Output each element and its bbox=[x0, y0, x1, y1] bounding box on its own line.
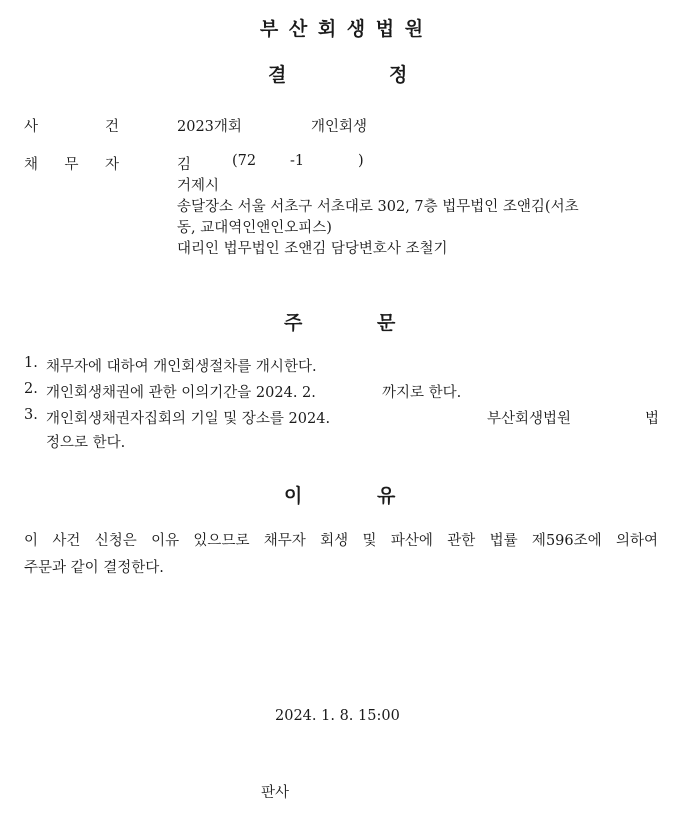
reason-heading-right: 유 bbox=[377, 485, 396, 507]
case-type: 개인회생 bbox=[311, 119, 368, 135]
judge-label: 판사 bbox=[261, 785, 290, 801]
doc-type-left: 결 bbox=[268, 64, 287, 86]
reason-heading-left: 이 bbox=[284, 485, 303, 507]
debtor-agent: 대리인 법무법인 조앤김 담당변호사 조철기 bbox=[177, 241, 448, 257]
order-item-2-tail: 까지로 한다. bbox=[382, 385, 462, 401]
debtor-label: 채 무 자 bbox=[24, 157, 119, 173]
order-item-3-cont: 정으로 한다. bbox=[46, 435, 126, 451]
order-heading-right: 문 bbox=[377, 312, 396, 334]
reason-line-2: 주문과 같이 결정한다. bbox=[24, 560, 164, 576]
debtor-id-close: ) bbox=[358, 153, 364, 169]
debtor-name: 김 bbox=[177, 157, 192, 173]
service-address-line2: 동, 교대역인앤인오피스) bbox=[177, 220, 332, 236]
debtor-id-open: (72 bbox=[232, 153, 257, 169]
order-item-3-num: 3. bbox=[24, 407, 38, 423]
court-name: 부 산 회 생 법 원 bbox=[259, 18, 426, 40]
order-item-2-text: 개인회생채권에 관한 이의기간을 2024. 2. bbox=[46, 385, 316, 401]
order-item-2-num: 2. bbox=[24, 381, 38, 397]
service-address-line1: 송달장소 서울 서초구 서초대로 302, 7층 법무법인 조앤김(서초 bbox=[177, 199, 579, 215]
order-item-3-place: 부산회생법원 bbox=[487, 411, 572, 427]
case-label: 사 건 bbox=[24, 119, 119, 135]
order-heading-left: 주 bbox=[284, 312, 303, 334]
order-item-1-num: 1. bbox=[24, 355, 38, 371]
reason-line-1: 이 사건 신청은 이유 있으므로 채무자 회생 및 파산에 관한 법률 제596조에 의하여 bbox=[24, 533, 658, 549]
order-item-3-text: 개인회생채권자집회의 기일 및 장소를 2024. bbox=[46, 411, 331, 427]
order-item-1-text: 채무자에 대하여 개인회생절차를 개시한다. bbox=[46, 359, 317, 375]
order-item-3-tail: 법 bbox=[645, 411, 660, 427]
decision-date: 2024. 1. 8. 15:00 bbox=[275, 708, 400, 724]
doc-type-right: 정 bbox=[389, 64, 408, 86]
case-number: 2023개회 bbox=[177, 119, 242, 135]
debtor-id-mid: -1 bbox=[290, 153, 305, 169]
debtor-address: 거제시 bbox=[177, 178, 220, 194]
